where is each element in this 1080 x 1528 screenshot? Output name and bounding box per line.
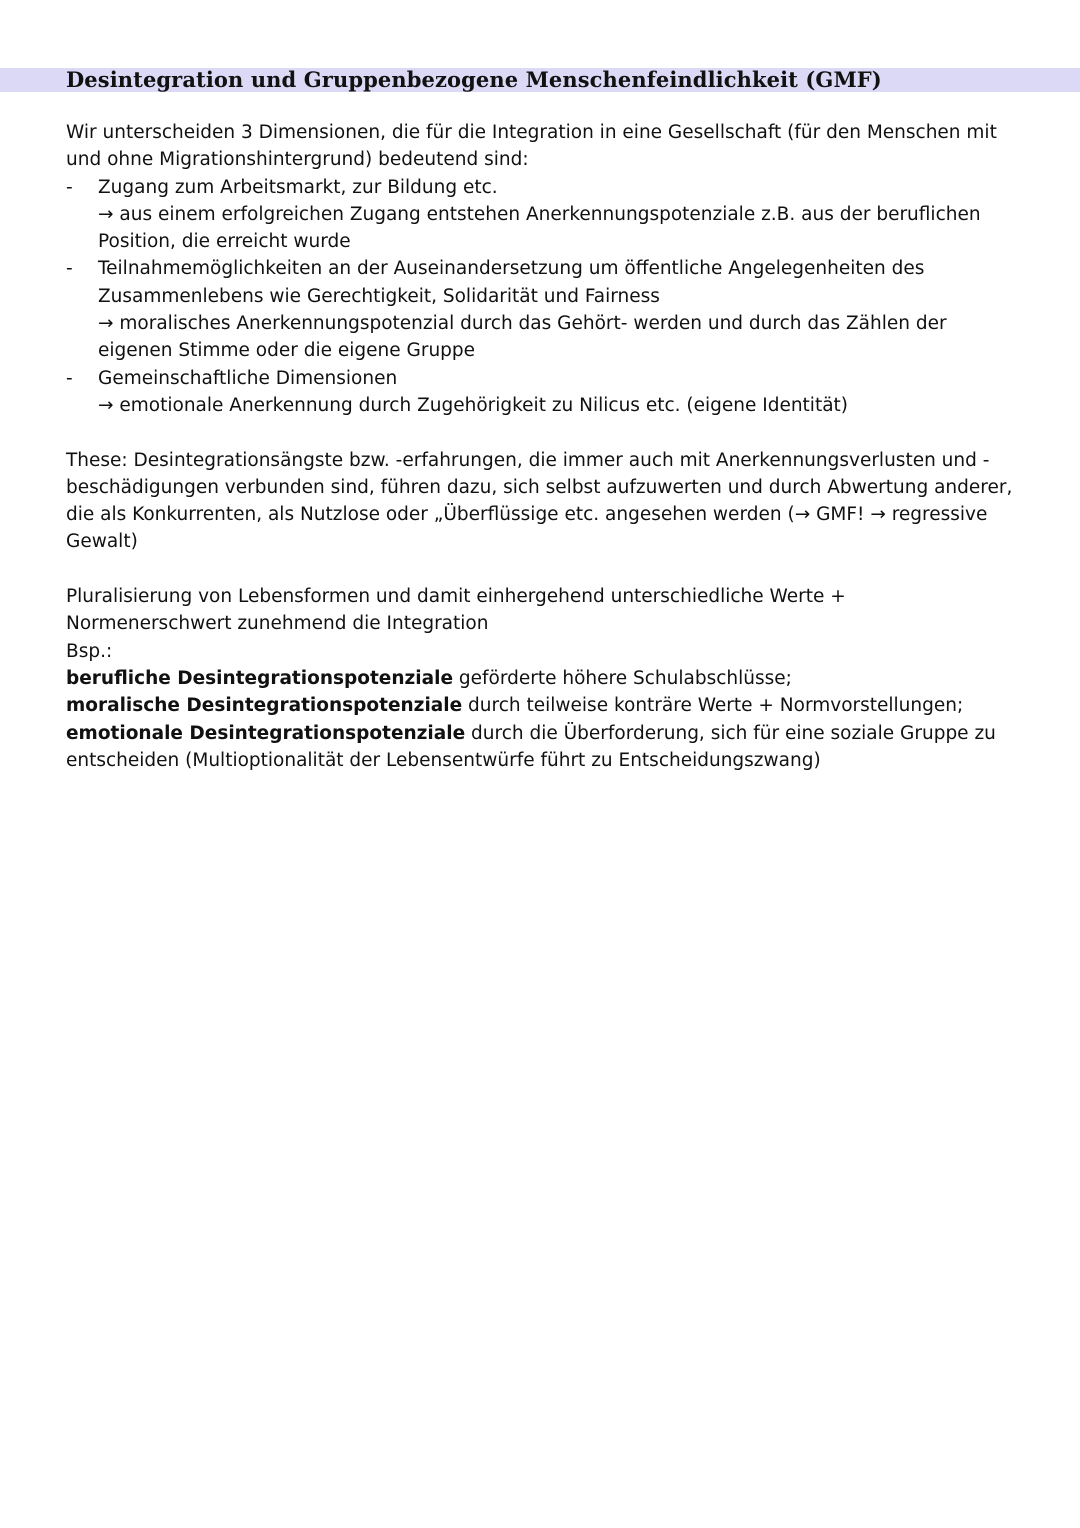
intro-paragraph: Wir unterscheiden 3 Dimensionen, die für die Integration in eine Gesellschaft (für den Menschen mit und ohne Migrationshintergrund) bedeutend sind:: [66, 122, 997, 171]
dimension-text: Zugang zum Arbeitsmarkt, zur Bildung etc.: [98, 176, 498, 198]
detail-text: moralisches Anerkennungspotenzial durch das Gehört- werden und durch das Zählen der eigenen Stimme oder die eigene Gruppe: [98, 313, 947, 362]
dimension-text: Gemeinschaftliche Dimensionen: [98, 367, 398, 389]
arrow-right-icon: →: [98, 203, 114, 225]
paragraph-gap: [66, 419, 1016, 446]
pluralization-paragraph: Pluralisierung von Lebensformen und damit einhergehend unterschiedliche Werte + Normenerschwert zunehmend die Integration: [66, 586, 846, 635]
detail-text: aus einem erfolgreichen Zugang entstehen Anerkennungspotenziale z.B. aus der beruflichen Position, die erreicht wurde: [98, 203, 981, 253]
example-professional: [66, 665, 1016, 692]
dimension-detail: [98, 201, 1016, 256]
example-label: Bsp.:: [66, 640, 113, 662]
example-text: durch teilweise konträre Werte + Normvorstellungen;: [462, 695, 964, 717]
thesis-text: regressive Gewalt): [66, 504, 988, 553]
dimension-text: Teilnahmemöglichkeiten an der Auseinandersetzung um öffentliche Angelegenheiten des Zusammenlebens wie Gerechtigkeit, Solidarität und Fairness: [98, 258, 925, 307]
thesis-text: GMF!: [810, 504, 871, 526]
dimension-detail: [98, 310, 1016, 365]
bullet-dash: -: [66, 176, 73, 198]
dimension-item-participation: [66, 255, 1016, 364]
document-body: [66, 119, 1016, 774]
thesis-text: These: Desintegrationsängste bzw. -erfahrungen, die immer auch mit Anerkennungsverlusten und - beschädigungen verbunden sind, führen dazu, sich selbst aufzuwerten und durch Abwertung anderer, die als Konkurrenten, als Nutzlose oder „Überflüssige etc. angesehen werden (: [66, 449, 1013, 526]
dimension-item-access: [66, 174, 1016, 256]
bullet-dash: -: [66, 367, 73, 389]
thesis-paragraph: [66, 447, 1016, 556]
dimension-detail: [98, 392, 1016, 419]
arrow-right-icon: →: [870, 504, 886, 526]
example-text: geförderte höhere Schulabschlüsse;: [453, 667, 792, 689]
arrow-right-icon: →: [794, 504, 811, 526]
example-term: emotionale Desintegrationspotenziale: [66, 722, 466, 744]
paragraph-gap: [66, 556, 1016, 583]
detail-text: emotionale Anerkennung durch Zugehörigkeit zu Nilicus etc. (eigene Identität): [113, 394, 849, 416]
example-moral: [66, 692, 1016, 719]
arrow-right-icon: →: [98, 313, 114, 335]
arrow-right-icon: →: [98, 394, 114, 416]
example-text: durch die Überforderung, sich für eine soziale Gruppe zu entscheiden (Multioptionalität der Lebensentwürfe führt zu Entscheidungszwang): [66, 722, 996, 771]
page-title: Desintegration und Gruppenbezogene Menschenfeindlichkeit (GMF): [66, 67, 882, 92]
example-term: berufliche Desintegrationspotenziale: [66, 667, 454, 689]
example-term: moralische Desintegrationspotenziale: [66, 695, 463, 717]
dimension-item-community: [66, 365, 1016, 420]
example-emotional: [66, 720, 1016, 775]
bullet-dash: -: [66, 258, 73, 280]
